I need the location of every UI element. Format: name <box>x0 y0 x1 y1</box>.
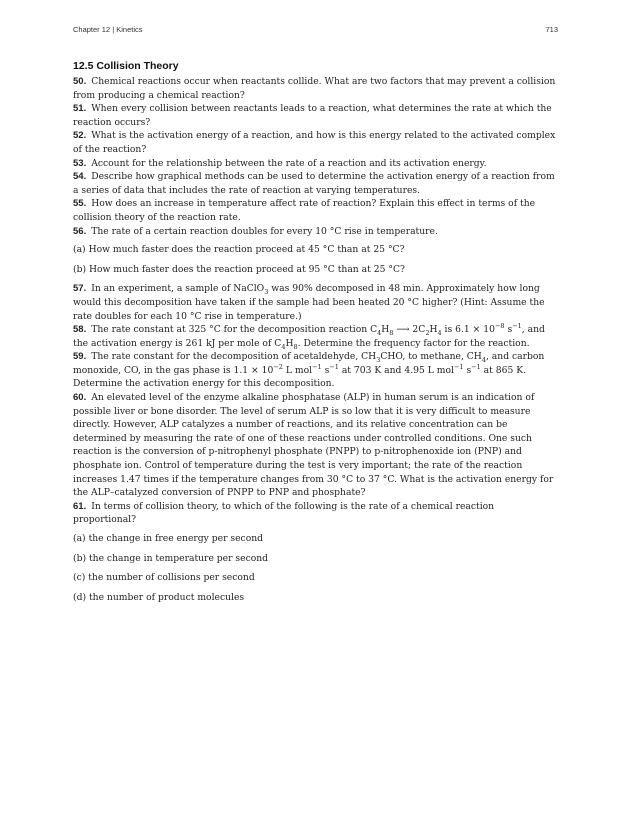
question-text: The rate of a certain reaction doubles for every 10 °C rise in temperature. <box>91 225 438 237</box>
question-56 <box>73 225 558 239</box>
question-text: Describe how graphical methods can be used to determine the activation energy of a reaction from a series of data that includes the rate of reaction at varying temperatures. <box>73 171 555 196</box>
question-61 <box>73 500 558 527</box>
question-number: 52. <box>73 130 87 142</box>
page-number: 713 <box>545 25 558 34</box>
question-53 <box>73 157 558 171</box>
question-text: In terms of collision theory, to which of the following is the rate of a chemical reaction proportional? <box>73 500 495 526</box>
question-50 <box>73 75 558 102</box>
question-text: Chemical reactions occur when reactants collide. What are two factors that may prevent a collision from producing a chemical reaction? <box>73 76 556 101</box>
question-54 <box>73 170 558 197</box>
page-content <box>73 60 558 604</box>
question-57: 57. In an experiment, a sample of NaClO$_3$ was 90% decomposed in 48 min. Approximately how long would this decomposition have taken if the sample had been heated 20 °C higher? (Hint: Assume the rate doubles for each 10 °C rise in temperature.) <box>73 283 545 322</box>
question-text: Account for the relationship between the rate of a reaction and its activation energy. <box>91 157 487 169</box>
reaction-arrow-icon: ⟶ <box>393 324 413 336</box>
question-text: When every collision between reactants leads to a reaction, what determines the rate at which the reaction occurs? <box>73 103 552 128</box>
question-number: 56. <box>73 225 87 237</box>
question-61-option-a: (a) the change in free energy per second <box>73 533 264 544</box>
question-number: 57. <box>73 283 87 295</box>
question-60 <box>73 391 558 500</box>
question-number: 55. <box>73 198 87 210</box>
section-title: 12.5 Collision Theory <box>73 60 179 72</box>
question-number: 50. <box>73 76 87 87</box>
question-number: 60. <box>73 392 87 404</box>
question-number: 59. <box>73 351 87 363</box>
question-61-option-b: (b) the change in temperature per second <box>73 552 269 564</box>
question-56-part-a: (a) How much faster does the reaction proceed at 45 °C than at 25 °C? <box>73 244 405 256</box>
question-61-option-c: (c) the number of collisions per second <box>73 572 255 584</box>
question-number: 61. <box>73 500 87 512</box>
question-51 <box>73 102 558 129</box>
question-56-part-b: (b) How much faster does the reaction proceed at 95 °C than at 25 °C? <box>73 263 405 275</box>
question-text: How does an increase in temperature affect rate of reaction? Explain this effect in terms of the collision theory of the reaction rate. <box>73 198 536 223</box>
question-text: An elevated level of the enzyme alkaline phosphatase (ALP) in human serum is an indication of possible liver or bone disorder. The level of serum ALP is so low that it is very difficult to measure directly. However, ALP catalyzes a number of reactions, and its relative concentration can be determined by measuring the rate of one of these reactions under controlled conditions. One such reaction is the conversion of p-nitrophenyl phosphate (PNPP) to p-nitrophenoxide ion (PNP) and phosphate ion. Control of temperature during the test is very important; the rate of the reaction increases 1.47 times if the temperature changes from 30 °C to 37 °C. What is the activation energy for the ALP–catalyzed conversion of PNPP to PNP and phosphate? <box>73 392 554 499</box>
question-text: What is the activation energy of a reaction, and how is this energy related to the activated complex of the reaction? <box>73 130 556 155</box>
question-61-option-d: (d) the number of product molecules <box>73 591 245 603</box>
question-59: 59. The rate constant for the decomposition of acetaldehyde, $CH_3CHO$, to methane, $CH_4$, and carbon monoxide, CO, in the gas phase is $1.1 \times 10^{-2}$ L mol$^{-1}$ $s^{-1}$ at 703 K and 4.95 L mol$^{-1}$ $s^{-1}$ at 865 K. Determine the activation energy for this decomposition. <box>73 351 545 390</box>
question-55 <box>73 197 558 224</box>
question-number: 53. <box>73 157 87 169</box>
question-number: 58. <box>73 324 87 336</box>
question-number: 54. <box>73 171 87 183</box>
running-header-chapter: Chapter 12 | Kinetics <box>73 25 143 34</box>
question-58: 58. The rate constant at 325 °C for the decomposition reaction $C_4H_8$ ⟶ $2C_2H_4$ is $6.1 \times 10^{-8}$ $s^{-1}$, and the activation energy is 261 kJ per mole of $C_4H_8$. Determine the frequency factor for the reaction. <box>73 322 545 351</box>
question-52 <box>73 129 558 156</box>
reaction-equation: $C_4H_8$ ⟶ $2C_2H_4$ <box>370 324 442 337</box>
question-number: 51. <box>73 103 87 115</box>
